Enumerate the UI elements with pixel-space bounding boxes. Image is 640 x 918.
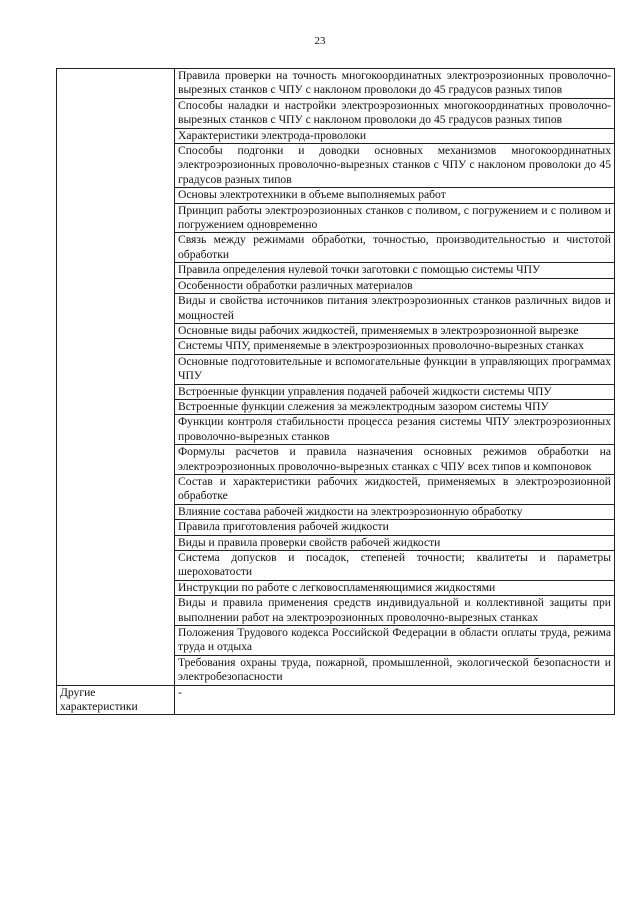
table-row — [57, 685, 615, 715]
knowledge-item: Встроенные функции слежения за межэлектродным зазором системы ЧПУ — [175, 399, 615, 414]
knowledge-item: Встроенные функции управления подачей рабочей жидкости системы ЧПУ — [175, 384, 615, 399]
knowledge-item: Виды и правила применения средств индивидуальной и коллективной защиты при выполнении работ на электроэрозионных проволочно-вырезных станках — [175, 596, 615, 626]
knowledge-item: Основные виды рабочих жидкостей, применяемых в электроэрозионной вырезке — [175, 323, 615, 338]
page-number: 23 — [314, 35, 326, 47]
knowledge-item: Связь между режимами обработки, точностью, производительностью и чистотой обработки — [175, 233, 615, 263]
knowledge-item: Функции контроля стабильности процесса резания системы ЧПУ электроэрозионных проволочно-вырезных станков — [175, 415, 615, 445]
knowledge-item: Система допусков и посадок, степеней точности; квалитеты и параметры шероховатости — [175, 551, 615, 581]
knowledge-item: Особенности обработки различных материалов — [175, 278, 615, 293]
knowledge-item: Правила определения нулевой точки заготовки с помощью системы ЧПУ — [175, 263, 615, 278]
knowledge-item: Требования охраны труда, пожарной, промышленной, экологической безопасности и электробезопасности — [175, 655, 615, 685]
other-characteristics-value: - — [175, 685, 615, 715]
knowledge-item: Виды и свойства источников питания электроэрозионных станков различных видов и мощностей — [175, 294, 615, 324]
requirements-table — [56, 68, 615, 715]
knowledge-item: Способы наладки и настройки электроэрозионных многокоординатных проволочно-вырезных станков с ЧПУ с наклоном проволоки до 45 градусов разных типов — [175, 98, 615, 128]
knowledge-item: Положения Трудового кодекса Российской Федерации в области оплаты труда, режима труда и отдыха — [175, 626, 615, 656]
knowledge-item: Характеристики электрода-проволоки — [175, 128, 615, 143]
knowledge-item: Правила проверки на точность многокоординатных электроэрозионных проволочно-вырезных станков с ЧПУ с наклоном проволоки до 45 градусов разных типов — [175, 69, 615, 99]
knowledge-item: Способы подгонки и доводки основных механизмов многокоординатных электроэрозионных проволочно-вырезных станков с ЧПУ с наклоном проволоки до 45 градусов разных типов — [175, 144, 615, 188]
knowledge-item: Основные подготовительные и вспомогательные функции в управляющих программах ЧПУ — [175, 354, 615, 384]
knowledge-item: Формулы расчетов и правила назначения основных режимов обработки на электроэрозионных проволочно-вырезных станках с ЧПУ всех типов и компоновок — [175, 445, 615, 475]
knowledge-item: Правила приготовления рабочей жидкости — [175, 520, 615, 535]
other-characteristics-label: Другие характеристики — [57, 685, 175, 715]
knowledge-item: Виды и правила проверки свойств рабочей жидкости — [175, 535, 615, 550]
knowledge-item: Основы электротехники в объеме выполняемых работ — [175, 188, 615, 203]
section-label-cell — [57, 69, 175, 686]
requirements-table-body — [57, 69, 615, 715]
knowledge-item: Состав и характеристики рабочих жидкостей, применяемых в электроэрозионной обработке — [175, 474, 615, 504]
knowledge-item: Инструкции по работе с легковоспламеняющимися жидкостями — [175, 580, 615, 595]
knowledge-item: Системы ЧПУ, применяемые в электроэрозионных проволочно-вырезных станках — [175, 339, 615, 354]
knowledge-item: Влияние состава рабочей жидкости на электроэрозионную обработку — [175, 504, 615, 519]
table-row — [57, 69, 615, 99]
knowledge-item: Принцип работы электроэрозионных станков с поливом, с погружением и с поливом и погружением одновременно — [175, 203, 615, 233]
